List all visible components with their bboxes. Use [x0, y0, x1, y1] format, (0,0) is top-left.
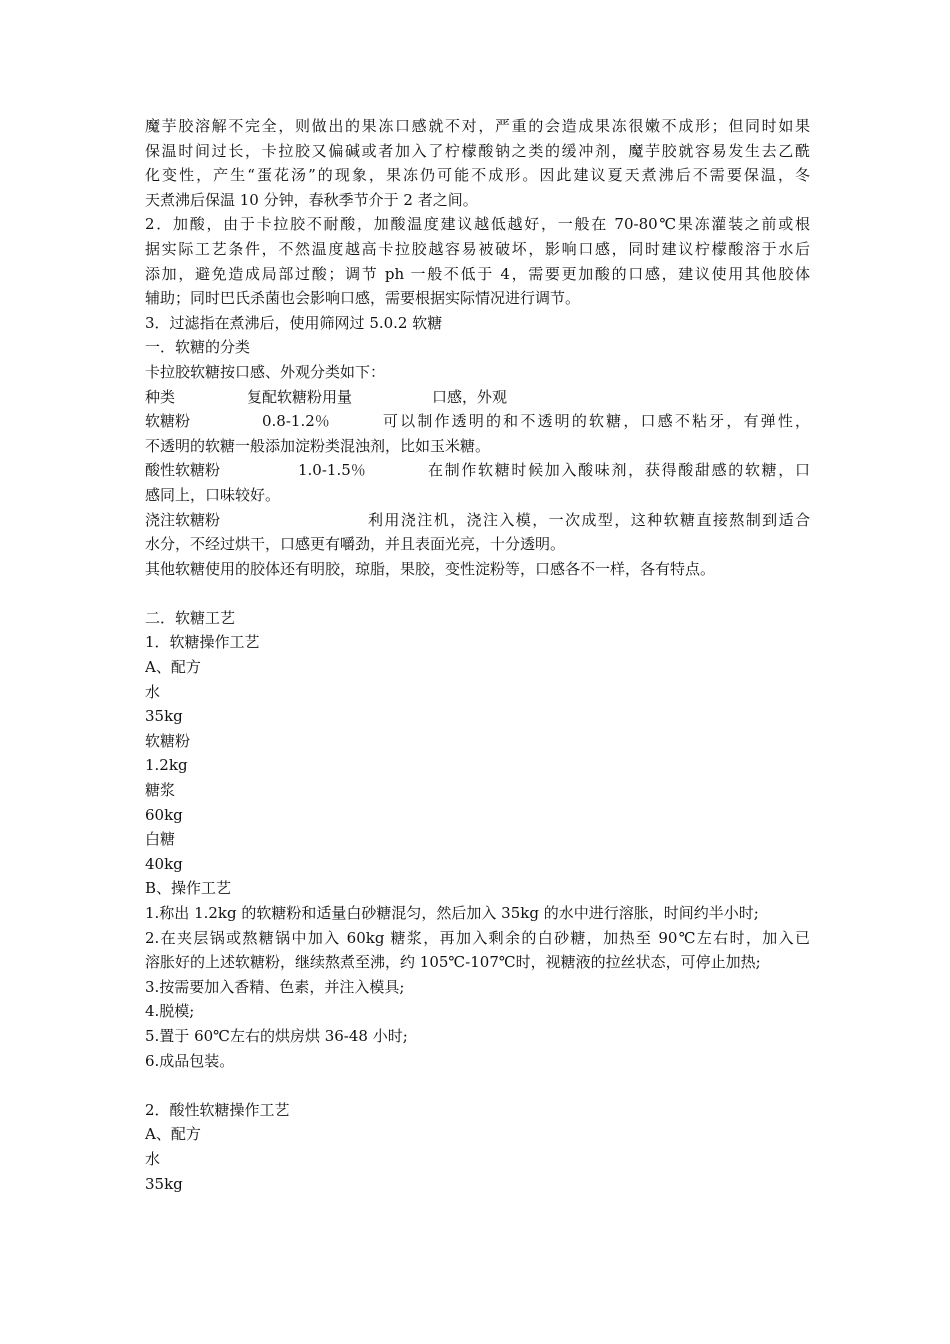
ingredient-qty: 60kg [145, 805, 183, 824]
recipe-label: A、配方 [145, 1125, 201, 1144]
row-amount: 1.0-1.5％ [298, 461, 366, 480]
ingredient-qty: 35kg [145, 1174, 183, 1193]
header-cell-desc: 口感，外观 [432, 387, 508, 406]
ingredient-name: 白糖 [145, 830, 176, 849]
subsection-heading: 1．软糖操作工艺 [145, 633, 260, 652]
process-step: 4.脱模; [145, 1002, 195, 1021]
process-step: 2.在夹层锅或熬糖锅中加入 60kg 糖浆，再加入剩余的白砂糖，加热至 90℃左右时，加入已 [145, 928, 810, 947]
table-row [145, 409, 810, 434]
process-step: 1.称出 1.2kg 的软糖粉和适量白砂糖混匀，然后加入 35kg 的水中进行溶胀，时间约半小时; [145, 904, 759, 922]
ingredient-name: 软糖粉 [145, 731, 191, 750]
row-amount: 0.8-1.2％ [262, 412, 330, 431]
table-header [145, 385, 810, 410]
row-desc: 可以制作透明的和不透明的软糖，口感不粘牙，有弹性， [383, 412, 810, 431]
ingredient-name: 水 [145, 1149, 161, 1168]
paragraph-line: 辅助；同时巴氏杀菌也会影响口感，需要根据实际情况进行调节。 [145, 289, 581, 308]
ingredient-qty: 40kg [145, 854, 183, 873]
section-heading: 一．软糖的分类 [145, 338, 251, 357]
table-row [145, 508, 810, 533]
process-step: 3.按需要加入香精、色素，并注入模具; [145, 977, 405, 996]
ingredient-name: 糖浆 [145, 781, 176, 800]
process-step: 溶胀好的上述软糖粉，继续熬煮至沸，约 105℃-107℃时，视糖液的拉丝状态，可停止加热; [145, 953, 761, 972]
recipe-label: A、配方 [145, 658, 201, 677]
row-desc-continued: 不透明的软糖一般添加淀粉类混浊剂，比如玉米糖。 [145, 436, 491, 455]
header-cell-amount: 复配软糖粉用量 [247, 387, 353, 406]
row-desc-continued: 水分，不经过烘干，口感更有嚼劲，并且表面光亮，十分透明。 [145, 535, 566, 554]
section-intro: 卡拉胶软糖按口感、外观分类如下： [145, 362, 386, 381]
table-row [145, 458, 810, 483]
process-step: 6.成品包装。 [145, 1051, 235, 1070]
paragraph-line: 据实际工艺条件，不然温度越高卡拉胶越容易被破坏，影响口感，同时建议柠檬酸溶于水后 [145, 239, 810, 258]
row-desc-continued: 感同上，口味较好。 [145, 485, 281, 504]
row-type: 浇注软糖粉 [145, 510, 221, 529]
paragraph-line: 保温时间过长，卡拉胶又偏碱或者加入了柠檬酸钠之类的缓冲剂，魔芋胶就容易发生去乙酰 [145, 141, 810, 160]
paragraph-line: 2．加酸，由于卡拉胶不耐酸，加酸温度建议越低越好，一般在 70-80℃果冻灌装之前或根 [145, 215, 810, 234]
process-label: B、操作工艺 [145, 879, 232, 898]
process-step: 5.置于 60℃左右的烘房烘 36-48 小时; [145, 1026, 408, 1045]
ingredient-qty: 1.2kg [145, 756, 188, 775]
document-page [145, 114, 810, 1196]
paragraph-line: 天煮沸后保温 10 分钟，春秋季节介于 2 者之间。 [145, 190, 478, 209]
row-type: 酸性软糖粉 [145, 461, 221, 480]
row-desc: 利用浇注机，浇注入模，一次成型，这种软糖直接熬制到适合 [368, 510, 810, 529]
section-heading: 二．软糖工艺 [145, 608, 236, 627]
subsection-heading: 2．酸性软糖操作工艺 [145, 1100, 290, 1119]
spacer [145, 581, 810, 606]
ingredient-name: 水 [145, 682, 161, 701]
table-note: 其他软糖使用的胶体还有明胶，琼脂，果胶，变性淀粉等，口感各不一样，各有特点。 [145, 559, 716, 578]
paragraph-line: 魔芋胶溶解不完全，则做出的果冻口感就不对，严重的会造成果冻很嫩不成形；但同时如果 [145, 117, 810, 135]
header-cell-type: 种类 [145, 387, 176, 406]
paragraph-line: 添加，避免造成局部过酸；调节 ph 一般不低于 4，需要更加酸的口感，建议使用其他胶体 [145, 264, 810, 283]
paragraph-line: 3．过滤指在煮沸后，使用筛网过 5.0.2 软糖 [145, 313, 443, 332]
paragraph-line: 化变性，产生“蛋花汤”的现象，果冻仍可能不成形。因此建议夏天煮沸后不需要保温，冬 [145, 166, 810, 185]
row-desc: 在制作软糖时候加入酸味剂，获得酸甜感的软糖，口 [428, 461, 810, 480]
spacer [145, 1073, 810, 1098]
ingredient-qty: 35kg [145, 707, 183, 726]
row-type: 软糖粉 [145, 412, 191, 431]
